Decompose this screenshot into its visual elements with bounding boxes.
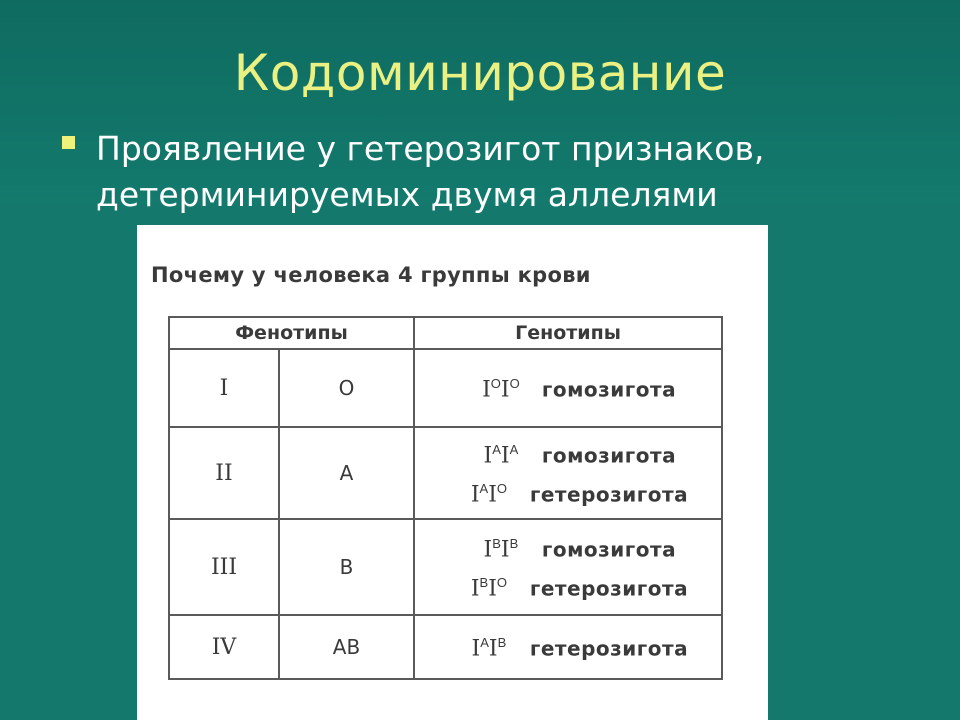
header-phenotypes: Фенотипы — [169, 317, 414, 349]
zygosity-label: гомозигота — [541, 443, 677, 467]
allele-pair: $I^OI^O$ — [482, 376, 520, 403]
allele-2: B — [509, 535, 519, 551]
allele-1: B — [492, 535, 501, 551]
genotype-line — [419, 567, 717, 606]
slide-title: Кодоминирование — [233, 44, 727, 102]
genotype-cell — [414, 427, 722, 519]
genotype-cell — [414, 349, 722, 427]
allele-pair: $I^BI^O$ — [470, 575, 508, 602]
blood-groups-table — [168, 316, 723, 680]
zygosity-label: гомозигота — [541, 537, 677, 561]
blood-groups-image — [137, 225, 768, 720]
phenotype-cell: AB — [279, 615, 414, 679]
phenotype-cell: O — [279, 349, 414, 427]
genotype-cell — [414, 519, 722, 615]
square-bullet-icon — [62, 136, 75, 149]
allele-2: B — [497, 635, 507, 651]
allele-1: A — [479, 481, 489, 496]
header-genotypes: Генотипы — [414, 317, 722, 349]
genotype-cell — [414, 615, 722, 679]
zygosity-label: гетерозигота — [529, 576, 689, 601]
blood-group-number: II — [169, 427, 279, 519]
table-row — [169, 427, 722, 519]
blood-group-number: III — [169, 519, 279, 615]
genotype-line — [419, 434, 717, 473]
allele-2: O — [496, 575, 508, 590]
table-row — [169, 519, 722, 615]
table-row — [169, 615, 722, 679]
genotype-line — [419, 473, 717, 512]
bullet-point — [62, 126, 922, 218]
allele-1: B — [479, 575, 489, 590]
genotype-line — [419, 528, 717, 567]
zygosity-label: гетерозигота — [529, 482, 689, 507]
table-caption: Почему у человека 4 группы крови — [151, 263, 591, 287]
phenotype-cell: B — [279, 519, 414, 615]
allele-pair: $I^AI^B$ — [471, 635, 507, 662]
allele-1: O — [490, 376, 501, 392]
blood-group-number: IV — [169, 615, 279, 679]
allele-2: O — [496, 481, 508, 496]
bullet-text: Проявление у гетерозигот признаков, детерминируемых двумя аллелями — [96, 129, 765, 214]
allele-2: A — [509, 441, 519, 457]
allele-pair: $I^AI^A$ — [483, 441, 519, 468]
genotype-line — [419, 627, 717, 666]
blood-group-number: I — [169, 349, 279, 427]
allele-1: A — [492, 441, 501, 457]
zygosity-label: гетерозигота — [529, 636, 689, 661]
zygosity-label: гомозигота — [541, 377, 677, 402]
allele-pair: $I^BI^B$ — [483, 535, 519, 562]
allele-1: A — [480, 635, 489, 651]
allele-2: O — [509, 376, 520, 392]
genotype-line — [419, 368, 717, 407]
allele-pair: $I^AI^O$ — [470, 481, 508, 508]
table-row — [169, 349, 722, 427]
phenotype-cell: A — [279, 427, 414, 519]
